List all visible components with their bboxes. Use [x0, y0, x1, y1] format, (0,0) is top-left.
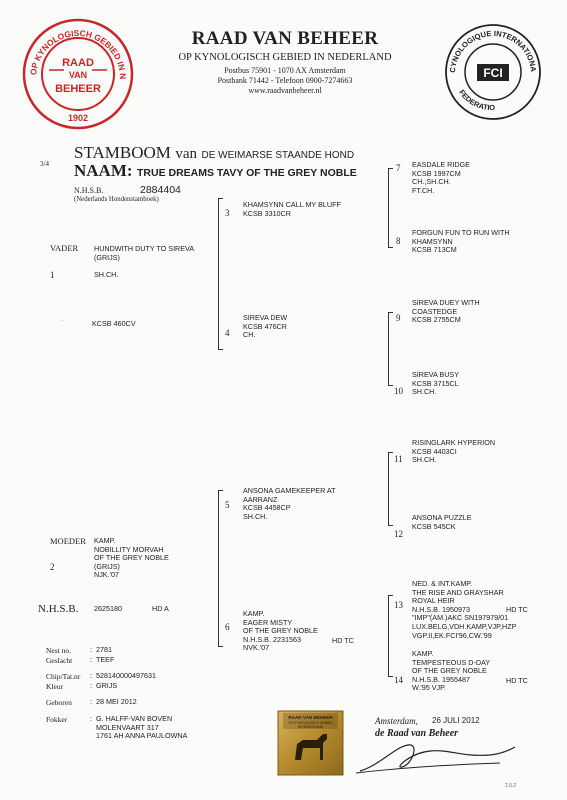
great-grandparent-8: FORGUN FUN TO RUN WITH KHAMSYNN KCSB 713CM	[412, 228, 510, 255]
ggp14-hd: HD TC	[506, 676, 528, 685]
breeder-label: Fokker	[46, 715, 68, 724]
gold-seal	[277, 710, 344, 776]
grandparent-6: KAMP. EAGER MISTY OF THE GREY NOBLE N.H.S.B. 2231563 NVK.'07	[243, 609, 318, 653]
sign-place: Amsterdam,	[375, 716, 418, 726]
dam-hd: HD A	[152, 604, 169, 613]
fci-ring-text: CYNOLOGIQUE INTERNATIONA	[447, 28, 538, 74]
bracket-gp6	[388, 595, 393, 677]
org-subtitle: OP KYNOLOGISCH GEBIED IN NEDERLAND	[178, 52, 392, 63]
dam-title: NJK.'07	[94, 570, 119, 580]
great-grandparent-12: ANSONA PUZZLE KCSB 545CK	[412, 513, 472, 531]
breed-name: DE WEIMARSE STAANDE HOND	[201, 150, 355, 161]
grandparent-3: KHAMSYNN CALL MY BLUFF KCSB 3310CR	[243, 200, 341, 218]
fci-center-text: FCI	[483, 66, 503, 80]
bracket-gp4	[388, 312, 393, 386]
grandparent-4: SIREVA DEW KCSB 476CR CH.	[243, 313, 288, 340]
gp-number: 3	[225, 208, 230, 218]
breeder-address: MOLENVAART 317	[96, 722, 159, 732]
signature	[350, 735, 520, 777]
naam-label: NAAM:	[74, 161, 133, 180]
bracket-dam	[218, 490, 223, 647]
dam-name-2: OF THE GREY NOBLE	[94, 553, 169, 563]
great-grandparent-14: KAMP. TEMPESTEOUS D-DAY OF THE GREY NOBLE N.H.S.B. 1955487 W.'95 VJP.	[412, 649, 491, 693]
breeder-name: G. HALFF-VAN BOVEN	[96, 714, 173, 723]
fci-ring-text-2: FEDERATIO	[457, 87, 496, 113]
fci-seal	[443, 22, 543, 122]
born-label: Geboren	[46, 697, 72, 707]
ggp-number: 13	[394, 600, 403, 610]
breeder-city: 1761 AH ANNA PAULOWNA	[96, 731, 188, 741]
grandparent-5: ANSONA GAMEKEEPER AT AARRANZ KCSB 4458CP SH.CH.	[243, 486, 336, 521]
nhsb-label: N.H.S.B.	[74, 186, 104, 195]
dam-prefix: KAMP.	[94, 536, 116, 545]
dam-color: (GRIJS)	[94, 561, 120, 571]
chip-value: 528140000497631	[96, 670, 156, 680]
gold-seal-line-3: IN NEDERLAND	[297, 725, 324, 729]
sire-color: (GRIJS)	[94, 252, 120, 262]
org-title: RAAD VAN BEHEER	[191, 28, 379, 49]
address-line-2: Postbank 71442 - Telefoon 0900-7274663	[217, 76, 353, 85]
great-grandparent-11: RISINGLARK HYPERION KCSB 4403CI SH.CH.	[412, 438, 496, 465]
dog-name: TRUE DREAMS TAVY OF THE GREY NOBLE	[137, 167, 357, 179]
ggp-number: 9	[396, 313, 401, 323]
born-value: 28 MEI 2012	[96, 696, 137, 706]
ggp-number: 7	[396, 163, 401, 173]
nhsb-number: 2884404	[140, 184, 181, 196]
dam-number: 2	[50, 562, 55, 572]
great-grandparent-10: SIREVA BUSY KCSB 3715CL SH.CH.	[412, 370, 460, 397]
bracket-gp3	[388, 168, 393, 248]
stamboom-heading: STAMBOOM	[74, 143, 171, 162]
gp-number: 6	[225, 622, 230, 632]
signed-by: de Raad van Beheer	[375, 728, 459, 739]
address-line-1: Postbus 75901 - 1070 AX Amsterdam	[224, 66, 346, 75]
sire-number: 1	[50, 270, 55, 280]
footer-code: 2.0.2	[505, 783, 517, 789]
bracket-sire	[218, 198, 223, 350]
ggp-number: 11	[394, 454, 403, 464]
gp-number: 5	[225, 500, 230, 510]
dam-reg: 2625180	[94, 604, 122, 613]
sex-label: Geslacht	[46, 655, 73, 665]
sire-title: SH.CH.	[94, 270, 119, 280]
nest-label: Nest no.	[46, 645, 71, 655]
sire-label: VADER	[50, 243, 79, 253]
seal-year: 1902	[67, 113, 89, 123]
dam-label: MOEDER	[50, 536, 86, 546]
sex-value: TEEF	[96, 654, 115, 664]
gp6-hd: HD TC	[332, 636, 354, 645]
sire-reg: KCSB 460CV	[92, 319, 136, 328]
raad-van-beheer-seal	[22, 18, 134, 130]
seal-word-raad: RAAD	[62, 57, 94, 69]
van-word: van	[175, 146, 198, 162]
nhsb-subtitle: (Nederlands Hondenstamboek)	[74, 196, 159, 203]
bracket-gp5	[388, 452, 393, 526]
color-label: Kleur	[46, 681, 64, 691]
ggp-number: 8	[396, 236, 401, 246]
great-grandparent-7: EASDALE RIDGE KCSB 1997CM CH.,SH.CH. FT.CH.	[412, 160, 470, 195]
gold-seal-line-2: OP KYNOLOGISCH GEBIED	[288, 721, 333, 725]
seal-ring-text: OP KYNOLOGISCH GEBIED IN N	[28, 27, 129, 80]
ggp-number: 12	[394, 529, 403, 539]
nest-value: 2781	[96, 644, 112, 654]
gold-seal-line-1: RAAD VAN BEHEER	[288, 715, 333, 720]
color-value: GRIJS	[96, 680, 118, 690]
sire-name: HUNDWITH DUTY TO SIREVA	[94, 244, 195, 253]
sign-date: 26 JULI 2012	[432, 716, 480, 725]
great-grandparent-9: SIREVA DUEY WITH COASTEDGE KCSB 2755CM	[412, 298, 480, 325]
ggp13-hd: HD TC	[506, 605, 528, 614]
seal-word-van: VAN	[68, 70, 88, 80]
ggp-number: 14	[394, 675, 403, 685]
chip-label: Chip/Tat.nr	[46, 671, 81, 681]
great-grandparent-13: NED. & INT.KAMP. THE RISE AND GRAYSHAR ROYAL HEIR N.H.S.B. 1950973 "IMP"(AM.)AKC SN197979/01 LUX.BELG,VDH.KAMP,VJP,HZP VGP.II,EK.FCI'96,CW.'99	[412, 579, 517, 640]
ggp-number: 10	[394, 386, 403, 396]
gp-number: 4	[225, 328, 230, 338]
dam-nhsb-label: N.H.S.B.	[38, 603, 79, 615]
dam-name: NOBILLITY MORVAH	[94, 544, 164, 554]
seal-word-beheer: BEHEER	[55, 83, 101, 95]
website: www.raadvanbeheer.nl	[248, 86, 322, 95]
page-number: 3/4	[40, 160, 49, 168]
